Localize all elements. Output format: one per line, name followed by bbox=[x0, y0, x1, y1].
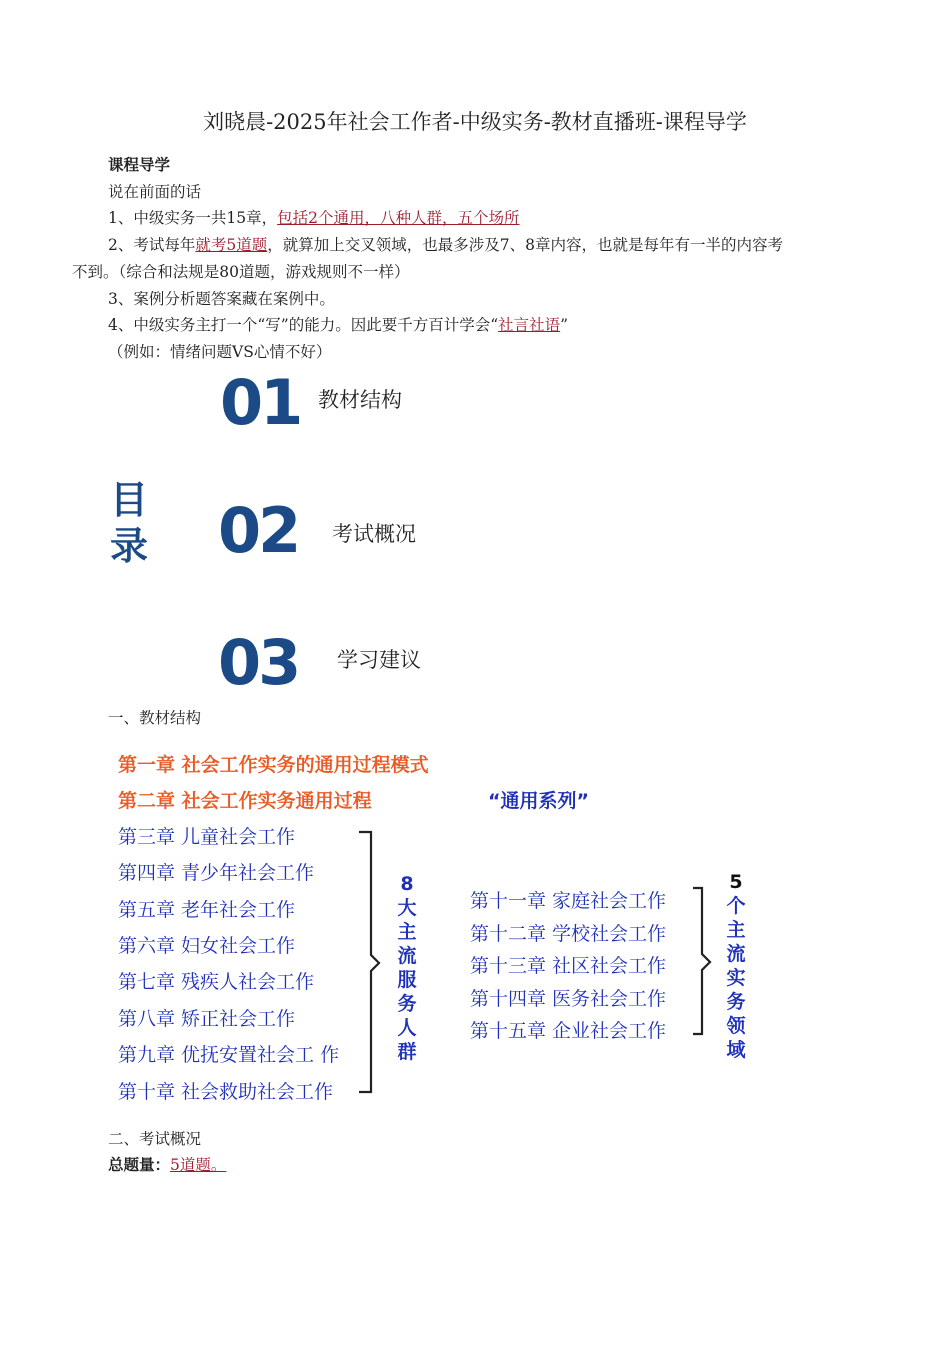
chapter-11: 第十一章 家庭社会工作 bbox=[470, 890, 667, 912]
chapter-10: 第十章 社会救助社会工作 bbox=[118, 1081, 334, 1103]
chapter-12: 第十二章 学校社会工作 bbox=[470, 923, 667, 945]
p1-highlight[interactable]: 包括2个通用，八种人群，五个场所 bbox=[277, 209, 520, 227]
paragraph-3: 3、案例分析题答案藏在案例中。 bbox=[108, 290, 335, 308]
toc-number-3: 03 bbox=[218, 626, 299, 699]
total-value[interactable]: 5道题。 bbox=[170, 1156, 227, 1174]
chapter-1: 第一章 社会工作实务的通用过程模式 bbox=[118, 754, 429, 776]
chapter-6: 第六章 妇女社会工作 bbox=[118, 935, 296, 957]
paragraph-2 bbox=[108, 233, 783, 255]
paragraph-5: （例如：情绪问题VS心情不好） bbox=[108, 343, 332, 361]
total-questions bbox=[108, 1153, 226, 1175]
toc-label-top: 目 bbox=[110, 478, 149, 522]
paragraph-4 bbox=[108, 313, 568, 335]
toc-item-2: 考试概况 bbox=[332, 522, 416, 546]
section-2-heading: 二、考试概况 bbox=[108, 1130, 202, 1148]
general-series-label: “通用系列” bbox=[488, 790, 589, 812]
chapter-7: 第七章 残疾人社会工作 bbox=[118, 971, 315, 993]
p1-text: 1、中级实务一共15章， bbox=[108, 209, 278, 227]
intro-text: 说在前面的话 bbox=[108, 183, 202, 201]
toc-item-3: 学习建议 bbox=[337, 648, 421, 672]
heading: 课程导学 bbox=[108, 155, 171, 174]
toc-number-2: 02 bbox=[218, 494, 299, 567]
p2-highlight[interactable]: 就考5道题 bbox=[195, 236, 268, 254]
p4-highlight[interactable]: 社言社语 bbox=[498, 316, 561, 334]
chapter-9: 第九章 优抚安置社会工 作 bbox=[118, 1044, 340, 1066]
p4-pre: 4、中级实务主打一个“写”的能力。因此要千方百计学会“ bbox=[108, 316, 499, 334]
fields-label: 5 个 主 流 实 务 领 域 bbox=[726, 871, 746, 1061]
fields-brace bbox=[690, 886, 716, 1038]
toc-label bbox=[110, 477, 148, 569]
chapter-14: 第十四章 医务社会工作 bbox=[470, 988, 667, 1010]
chapter-4: 第四章 青少年社会工作 bbox=[118, 862, 315, 884]
groups-label: 8 大 主 流 服 务 人 群 bbox=[397, 873, 417, 1063]
chapter-8: 第八章 矫正社会工作 bbox=[118, 1008, 296, 1030]
chapter-13: 第十三章 社区社会工作 bbox=[470, 955, 667, 977]
chapter-15: 第十五章 企业社会工作 bbox=[470, 1020, 667, 1042]
toc-item-1: 教材结构 bbox=[318, 388, 402, 412]
groups-brace bbox=[355, 830, 385, 1096]
p2-pre: 2、考试每年 bbox=[108, 236, 196, 254]
chapter-2: 第二章 社会工作实务通用过程 bbox=[118, 790, 372, 812]
toc-label-bottom: 录 bbox=[110, 524, 149, 568]
p4-post: ” bbox=[560, 316, 569, 334]
paragraph-1 bbox=[108, 206, 519, 228]
chapter-3: 第三章 儿童社会工作 bbox=[118, 826, 296, 848]
total-label: 总题量： bbox=[108, 1155, 171, 1174]
section-1-heading: 一、教材结构 bbox=[108, 709, 202, 727]
toc-number-1: 01 bbox=[220, 366, 301, 439]
paragraph-2-cont: 不到。（综合和法规是80道题，游戏规则不一样） bbox=[72, 263, 410, 281]
page-title: 刘晓晨-2025年社会工作者-中级实务-教材直播班-课程导学 bbox=[203, 110, 747, 134]
chapter-5: 第五章 老年社会工作 bbox=[118, 899, 296, 921]
p2-post: ，就算加上交叉领域，也最多涉及7、8章内容，也就是每年有一半的内容考 bbox=[267, 236, 783, 254]
